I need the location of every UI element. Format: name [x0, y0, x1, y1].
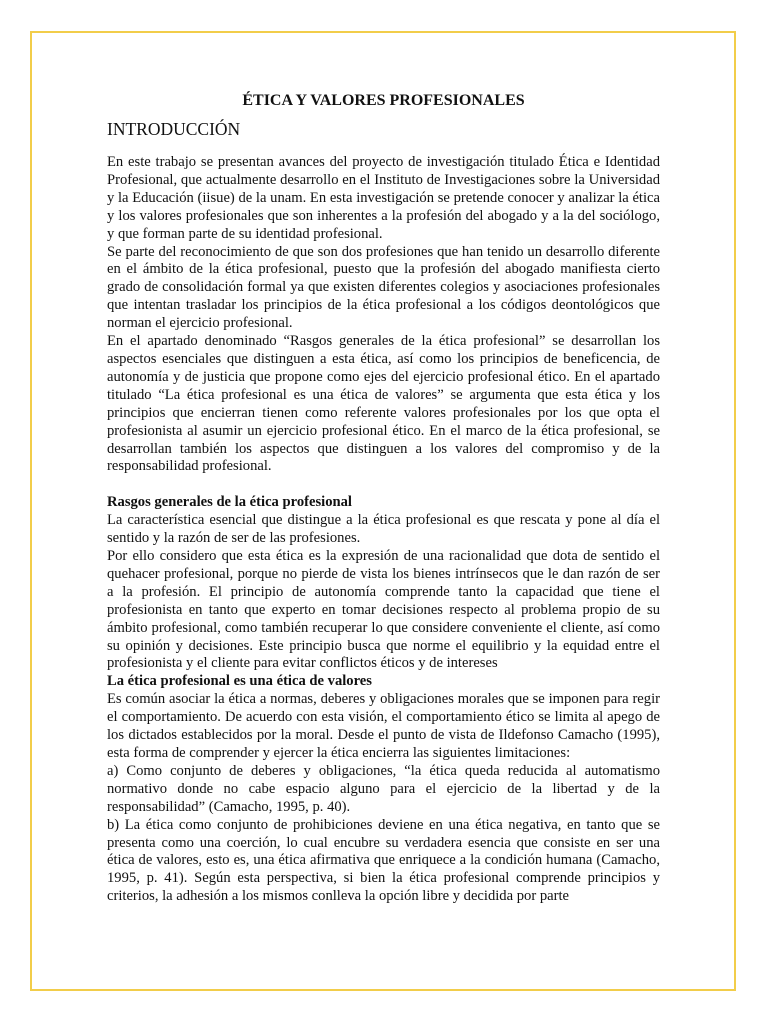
document-body — [107, 90, 660, 906]
intro-paragraph-1: En este trabajo se presentan avances del proyecto de investigación titulado Ética e Identidad Profesional, que actualmente desarrollo en el Instituto de Investigaciones sobre la Universidad y la Educación (iisue) de la unam. En esta investigación se pretende conocer y analizar la ética y los valores profesionales que son inherentes a la profesión del abogado y a la del sociólogo, y que forman parte de su identidad profesional. — [107, 154, 660, 242]
section-heading-valores: La ética profesional es una ética de valores — [107, 673, 372, 690]
intro-paragraph-3: En el apartado denominado “Rasgos generales de la ética profesional” se desarrollan los aspectos esenciales que distinguen a esta ética, así como los principios de beneficencia, de autonomía y de justicia que propone como ejes del ejercicio profesional ético. En el apartado titulado “La ética profesional es una ética de valores” se argumenta que esta ética y los principios que encierran tienen como referente valores profesionales por los que opta el profesionista al asumir un ejercicio profesional ético. En el marco de la ética profesional, se desarrollan también los aspectos que distinguen a los valores del compromiso y de la responsabilidad profesional. — [107, 333, 660, 475]
section1-paragraph-2: Por ello considero que esta ética es la expresión de una racionalidad que dota de sentido el quehacer profesional, porque no pierde de vista los bienes intrínsecos que le dan razón de ser a la profesión. El principio de autonomía comprende tanto la capacidad que tiene el profesionista en tanto que experto en tomar decisiones respecto al problema propio de su ámbito profesional, como también recuperar lo que considere conveniente el cliente, así como su opinión y decisiones. Este principio busca que norme el equilibrio y la equidad entre el profesionista y el cliente para evitar conflictos éticos y de intereses — [107, 548, 660, 672]
section-heading-rasgos: Rasgos generales de la ética profesional — [107, 494, 352, 511]
intro-heading: INTRODUCCIÓN — [107, 119, 241, 139]
section2-paragraph-2: a) Como conjunto de deberes y obligaciones, “la ética queda reducida al automatismo normativo donde no cabe espacio alguno para el ejercicio de la libertad y de la responsabilidad” (Camacho, 1995, p. 40). — [107, 762, 660, 815]
section2-paragraph-1: Es común asociar la ética a normas, deberes y obligaciones morales que se imponen para regir el comportamiento. De acuerdo con esta visión, el comportamiento ético se limita al apego de los dictados establecidos por la moral. Desde el punto de vista de Ildefonso Camacho (1995), esta forma de comprender y ejercer la ética encierra las siguientes limitaciones: — [107, 691, 660, 761]
intro-paragraph-2: Se parte del reconocimiento de que son dos profesiones que han tenido un desarrollo diferente en el ámbito de la ética profesional, puesto que la profesión del abogado manifiesta cierto grado de consolidación formal ya que existen diferentes colegios y asociaciones profesionales que intentan trasladar los principios de la ética profesional a los códigos deontológicos que norman el ejercicio profesional. — [107, 243, 660, 332]
section2-paragraph-3: b) La ética como conjunto de prohibiciones deviene en una ética negativa, en tanto que se presenta como una coerción, lo cual encubre su verdadera esencia que consiste en ser una ética de valores, esto es, una ética afirmativa que enriquece a la condición humana (Camacho, 1995, p. 41). Según esta perspectiva, si bien la ética profesional comprende principios y criterios, la adhesión a los mismos conlleva la opción libre y decidida por parte — [107, 816, 660, 905]
document-title: ÉTICA Y VALORES PROFESIONALES — [242, 92, 525, 109]
spacer — [107, 476, 660, 494]
section1-paragraph-1: La característica esencial que distingue a la ética profesional es que rescata y pone al día el sentido y la razón de ser de las profesiones. — [107, 512, 660, 547]
